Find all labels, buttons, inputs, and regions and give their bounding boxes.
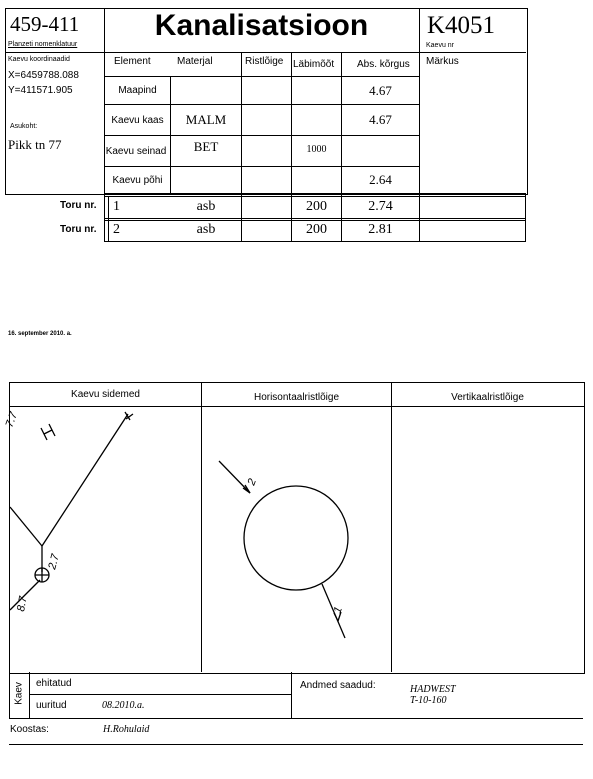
pipe-arrow-2: [219, 461, 250, 493]
pipe-line: [42, 414, 128, 572]
coords-label: Kaevu koordinaadid: [8, 56, 70, 63]
pipe-number: 1: [113, 199, 120, 214]
location-value: Pikk tn 77: [8, 137, 62, 152]
divider: [29, 694, 291, 695]
well-number-label: Kaevu nr: [426, 42, 455, 49]
nomenclature-value: 459-411: [10, 12, 80, 36]
pipe-number: 2: [113, 222, 120, 237]
divider: [9, 744, 583, 745]
divider: [9, 718, 583, 719]
page-title: Kanalisatsioon: [154, 9, 369, 42]
element-cell: Kaevu kaas: [111, 114, 164, 126]
handwritten-87: 8.7: [15, 595, 30, 613]
height-cell: 4.67: [369, 112, 392, 127]
surveyed-value: 08.2010.a.: [102, 700, 145, 711]
data-source-label: Andmed saadud:: [300, 680, 376, 691]
coord-y: Y=411571.905: [8, 85, 73, 96]
divider: [291, 672, 292, 718]
data-source-value: HADWEST: [410, 684, 456, 695]
diameter-cell: 1000: [306, 144, 327, 155]
pipe-material: asb: [196, 199, 216, 214]
col-links-title: Kaevu sidemed: [71, 389, 140, 400]
data-source-code: T-10-160: [410, 695, 447, 706]
col-diameter: Läbimõõt: [293, 59, 335, 70]
pipe-height: 2.81: [368, 222, 393, 237]
divider: [29, 672, 30, 718]
col-height: Abs. kõrgus: [357, 59, 410, 70]
well-circle: [244, 486, 348, 590]
handwritten-77: 7.7: [3, 410, 21, 430]
material-cell: BET: [193, 139, 219, 154]
built-label: ehitatud: [36, 678, 72, 689]
pipe-label: Toru nr.: [60, 224, 97, 235]
element-cell: Kaevu põhi: [112, 174, 163, 186]
height-cell: 4.67: [369, 82, 392, 98]
col-horizontal-title: Horisontaalristlõige: [253, 392, 340, 403]
pipe-label: Toru nr.: [60, 200, 97, 211]
pipe-line: [10, 507, 42, 546]
col-element: Element: [114, 56, 151, 67]
coord-x: X=6459788.088: [8, 70, 79, 81]
element-cell: Kaevu seinad: [105, 145, 167, 157]
handwritten-27: 2.7: [46, 552, 62, 571]
well-number: K4051: [427, 12, 496, 39]
compiled-value: H.Rohulaid: [103, 724, 150, 735]
location-label: Asukoht:: [10, 123, 38, 130]
handwritten-h: [41, 424, 55, 440]
well-side-label: Kaev: [13, 682, 25, 705]
col-material: Materjal: [177, 56, 213, 67]
col-cross-section: Ristlõige: [245, 56, 284, 67]
col-notes: Märkus: [426, 56, 459, 67]
compiled-label: Koostas:: [10, 724, 49, 735]
pipe-diameter: 200: [306, 222, 327, 237]
handwritten-arrow-2: 2: [245, 477, 259, 488]
material-cell: MALM: [185, 112, 227, 127]
element-cell: Maapind: [118, 85, 157, 96]
pipe-material: asb: [196, 222, 216, 237]
handwritten-arrow-1: 1: [331, 605, 345, 616]
height-cell: 2.64: [369, 172, 392, 187]
col-vertical-title: Vertikaalristlõige: [451, 392, 524, 403]
pipe-diameter: 200: [306, 199, 327, 214]
divider: [9, 672, 10, 718]
pipe-height: 2.74: [368, 199, 393, 214]
date-text: 16. september 2010. a.: [8, 331, 72, 337]
nomenclature-label: Planzeti nomenklatuur: [8, 41, 78, 48]
surveyed-label: uuritud: [36, 700, 67, 711]
